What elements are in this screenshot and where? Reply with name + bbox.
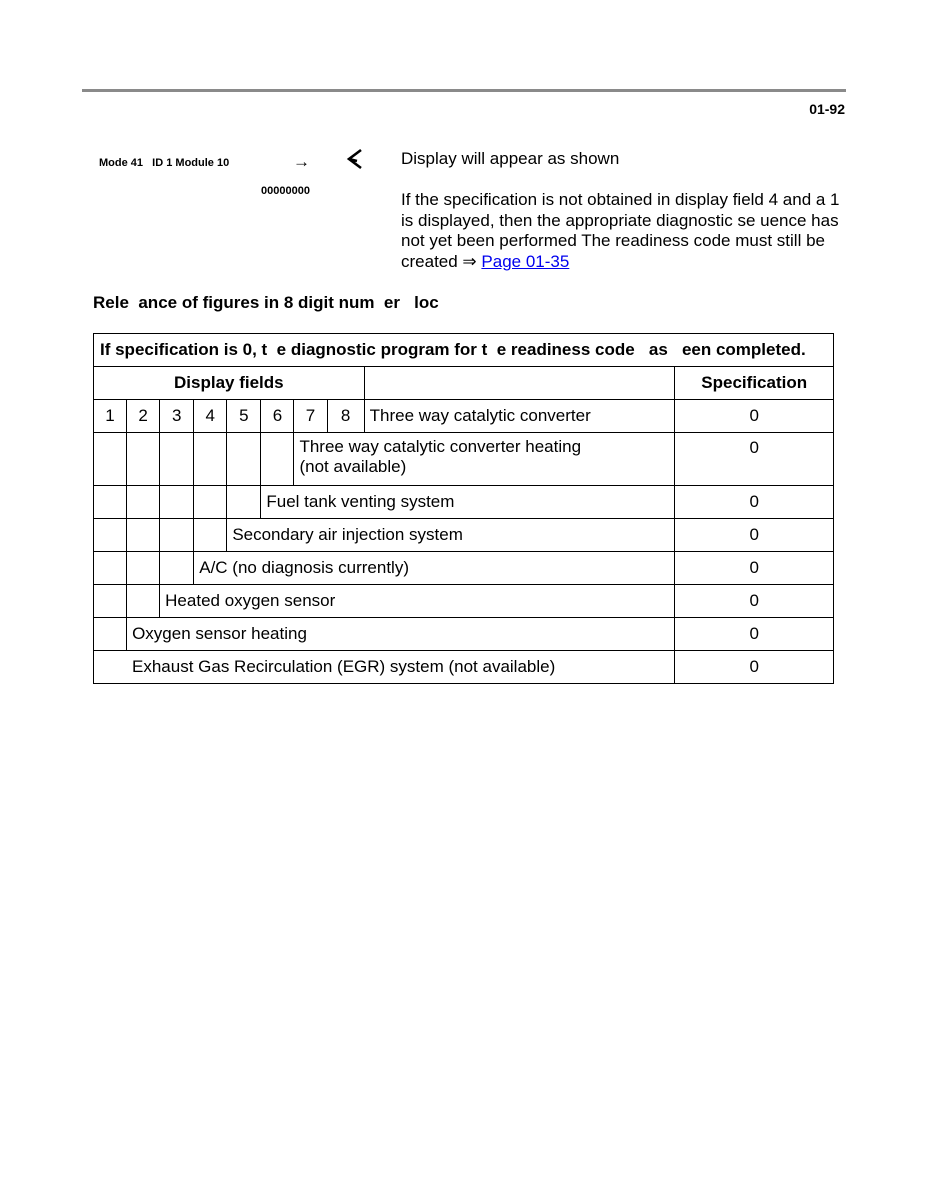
row-description: A/C (no diagnosis currently) [194, 551, 675, 584]
field-number: 1 [94, 399, 127, 432]
row-description: Heated oxygen sensor [160, 584, 675, 617]
specification-header: Specification [675, 366, 834, 399]
row-spec: 0 [675, 432, 834, 485]
field-number: 4 [194, 399, 227, 432]
row-spec: 0 [675, 617, 834, 650]
back-arrow-icon [346, 148, 364, 170]
row-description: Fuel tank venting system [261, 485, 675, 518]
right-arrow-icon: → [293, 152, 310, 171]
row-description: Three way catalytic converter [364, 399, 675, 432]
field-number: 6 [261, 399, 294, 432]
table-row [94, 650, 834, 683]
readiness-table [93, 333, 834, 684]
condition-row [94, 334, 834, 367]
row-spec: 0 [675, 399, 834, 432]
table-row [94, 485, 834, 518]
field-number: 8 [327, 399, 364, 432]
field-number: 2 [127, 399, 160, 432]
display-fields-header: Display fields [94, 366, 365, 399]
table-row [94, 551, 834, 584]
instruction-text: If the specification is not obtained in display field 4 and a 1 is displayed, then the appropriate diagnostic se uence has not yet been performed The readiness code must still be created ⇒ [401, 190, 840, 271]
table-row [94, 399, 834, 432]
header-row [94, 366, 834, 399]
page-number: 01-92 [809, 101, 845, 117]
row-spec: 0 [675, 518, 834, 551]
row-description: Secondary air injection system [227, 518, 675, 551]
section-heading: Rele ance of figures in 8 digit num er loc [93, 293, 439, 312]
instruction-paragraph [401, 190, 841, 272]
condition-text: If specification is 0, t e diagnostic program for t e readiness code as een completed. [94, 334, 834, 367]
instruction-line: Display will appear as shown [401, 149, 620, 168]
row-description: Exhaust Gas Recirculation (EGR) system (not available) [94, 650, 675, 683]
table-row [94, 518, 834, 551]
row-spec: 0 [675, 650, 834, 683]
row-description: Three way catalytic converter heating (not available) [294, 432, 675, 485]
table-row [94, 584, 834, 617]
display-line: Mode 41 ID 1 Module 10 [99, 157, 230, 169]
field-number: 5 [227, 399, 261, 432]
row-description: Oxygen sensor heating [127, 617, 675, 650]
table-row [94, 617, 834, 650]
row-spec: 0 [675, 551, 834, 584]
header-rule [82, 89, 846, 92]
header-blank-cell [364, 366, 675, 399]
row-spec: 0 [675, 485, 834, 518]
field-number: 3 [160, 399, 194, 432]
table-row [94, 432, 834, 485]
row-spec: 0 [675, 584, 834, 617]
page-link[interactable]: Page 01-35 [481, 251, 570, 271]
field-number: 7 [294, 399, 327, 432]
display-value: 00000000 [261, 185, 310, 197]
